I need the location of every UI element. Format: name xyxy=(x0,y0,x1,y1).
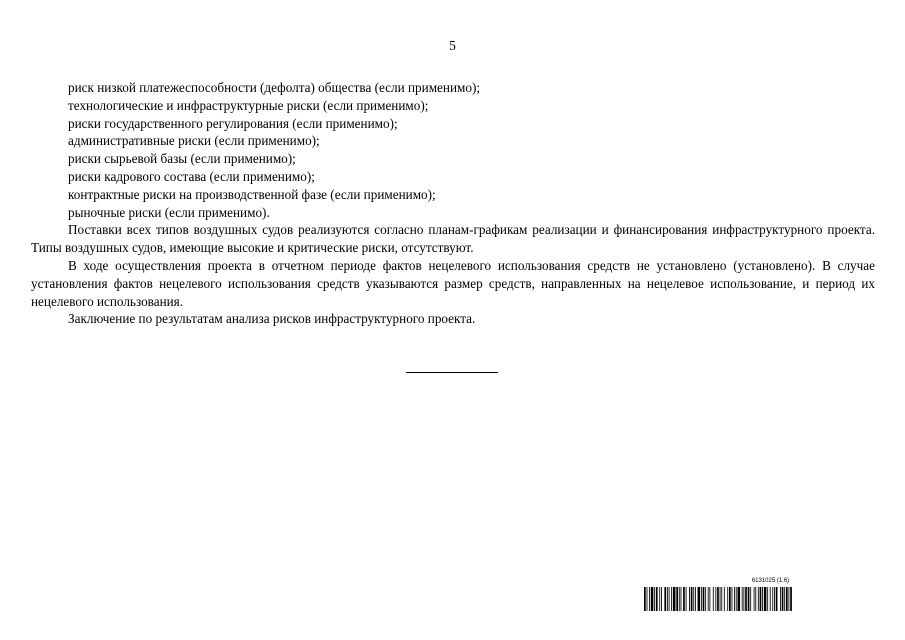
barcode-bar xyxy=(673,587,676,611)
barcode-bar xyxy=(780,587,781,611)
barcode-bar xyxy=(713,587,714,611)
barcode-bar xyxy=(784,587,785,611)
barcode-bar xyxy=(760,587,762,611)
barcode-bar xyxy=(703,587,705,611)
risk-list-item: технологические и инфраструктурные риски (если применимо); xyxy=(68,97,429,113)
barcode-bar xyxy=(705,587,706,611)
barcode-bar xyxy=(786,587,788,611)
barcode-bar xyxy=(762,587,763,611)
aircraft-deliveries-paragraph: Поставки всех типов воздушных судов реализуются согласно планам-графикам реализации и финансирования инфраструктурного проекта. Типы воздушных судов, имеющие высокие и критические риски, отсутствуют. xyxy=(31,222,875,256)
barcode-bar xyxy=(695,587,696,611)
barcode-bar xyxy=(772,587,773,611)
risk-list-item: контрактные риски на производственной фазе (если применимо); xyxy=(68,186,436,202)
barcode-bar xyxy=(709,587,710,611)
barcode-bar xyxy=(782,587,784,611)
barcode-bar xyxy=(647,587,648,611)
barcode-bar xyxy=(681,587,682,611)
barcode-bar xyxy=(790,587,792,611)
barcode-bar xyxy=(715,587,716,611)
barcode-bar xyxy=(683,587,685,611)
barcode-bar xyxy=(754,587,755,611)
barcode-bar xyxy=(721,587,722,611)
barcode-bar xyxy=(661,587,662,611)
risk-list-item: риски государственного регулирования (если применимо); xyxy=(68,115,398,131)
barcode-bar xyxy=(729,587,731,611)
barcode-bar xyxy=(745,587,747,611)
barcode-bar xyxy=(664,587,666,611)
barcode-bar xyxy=(743,587,744,611)
barcode-bar xyxy=(738,587,741,611)
barcode-bar xyxy=(686,587,687,611)
barcode-bar xyxy=(651,587,654,611)
barcode-bar xyxy=(701,587,702,611)
barcode-bar xyxy=(717,587,719,611)
barcode-bar xyxy=(649,587,650,611)
barcode-bar xyxy=(679,587,680,611)
risk-list-item: риски сырьевой базы (если применимо); xyxy=(68,151,296,167)
barcode-bar xyxy=(693,587,694,611)
barcode-bar xyxy=(656,587,658,611)
barcode-bar xyxy=(671,587,672,611)
barcode-bar xyxy=(724,587,725,611)
barcode-bar xyxy=(732,587,733,611)
barcode-bar xyxy=(742,587,743,611)
barcode-bar xyxy=(654,587,655,611)
barcode-bar xyxy=(758,587,759,611)
barcode-bar xyxy=(708,587,709,611)
page-number: 5 xyxy=(449,38,456,53)
barcode-bar xyxy=(698,587,701,611)
barcode-bar xyxy=(659,587,660,611)
barcode-bar xyxy=(750,587,751,611)
risk-list-item: риск низкой платежеспособности (дефолта) общества (если применимо); xyxy=(68,80,481,95)
barcode-bar xyxy=(774,587,775,611)
misuse-of-funds-paragraph: В ходе осуществления проекта в отчетном периоде фактов нецелевого использования средств не установлено (установлено). В случае установления фактов нецелевого использования средств указываются размер средств, направленных на нецелевое использование, и период их нецелевого использования. xyxy=(31,257,875,309)
barcode-bar xyxy=(669,587,670,611)
barcode-bar xyxy=(689,587,690,611)
barcode-bar xyxy=(755,587,756,611)
barcode-bar xyxy=(789,587,790,611)
risk-list-item: административные риски (если применимо); xyxy=(68,133,320,149)
barcode-icon xyxy=(643,587,856,611)
barcode-bar xyxy=(727,587,728,611)
end-separator-line xyxy=(406,372,498,373)
barcode-bar xyxy=(764,587,767,611)
barcode-bar xyxy=(770,587,771,611)
barcode-bar xyxy=(767,587,768,611)
risk-list-item: рыночные риски (если применимо). xyxy=(68,204,270,220)
barcode-caption: 6131025 (1.6) xyxy=(751,578,790,584)
conclusion-paragraph: Заключение по результатам анализа рисков инфраструктурного проекта. xyxy=(68,311,476,327)
barcode-bar xyxy=(776,587,778,611)
risk-list-item: риски кадрового состава (если применимо); xyxy=(68,168,315,184)
barcode-bar xyxy=(691,587,693,611)
barcode-bar xyxy=(720,587,721,611)
barcode-bar xyxy=(736,587,737,611)
barcode-bar xyxy=(676,587,678,611)
barcode-bar xyxy=(644,587,646,611)
barcode-bar xyxy=(748,587,750,611)
barcode-block xyxy=(643,578,858,611)
document-body xyxy=(31,79,875,328)
barcode-bar xyxy=(734,587,735,611)
barcode-bar xyxy=(667,587,668,611)
